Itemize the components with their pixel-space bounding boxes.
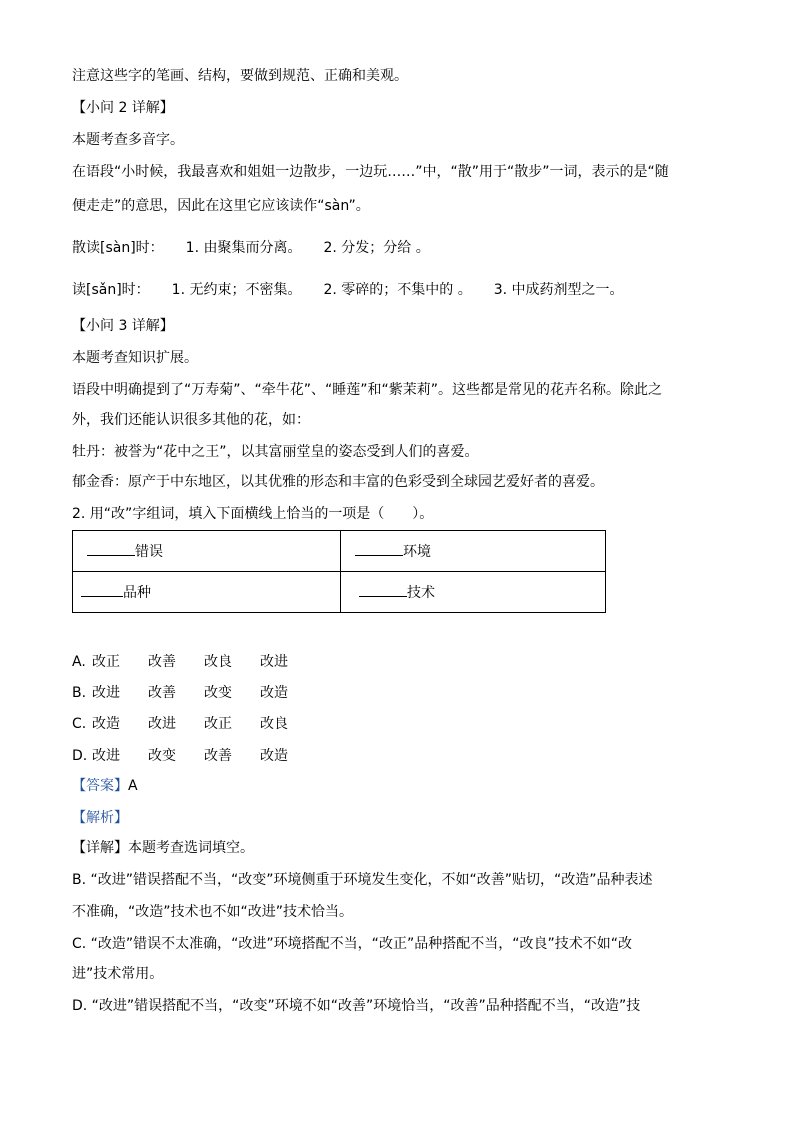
option-b bbox=[72, 683, 288, 703]
cell-text: 技术 bbox=[407, 585, 435, 601]
meaning-item: 2. 零碎的；不集中的 。 bbox=[323, 282, 472, 298]
explanation-line: C. “改造”错误不太准确，“改进”环境搭配不当，“改正”品种搭配不当，“改良”技术不如“改 bbox=[72, 936, 632, 952]
text-line: 注意这些字的笔画、结构，要做到规范、正确和美观。 bbox=[72, 68, 408, 84]
text-line: 语段中明确提到了“万寿菊”、“牵牛花”、“睡莲”和“紫茉莉”。这些都是常见的花卉名称。除此之 bbox=[72, 382, 663, 398]
question-stem: 2. 用“改”字组词，填入下面横线上恰当的一项是（ ）。 bbox=[72, 506, 434, 522]
text-line: 本题考查知识扩展。 bbox=[72, 350, 198, 366]
option-word: 改变 bbox=[204, 685, 232, 701]
analysis-tag: 【解析】 bbox=[72, 810, 128, 826]
option-word: 改进 bbox=[260, 654, 288, 670]
option-word: 改造 bbox=[92, 716, 120, 732]
detail-tag: 【详解】 bbox=[72, 840, 128, 856]
fill-blank-table bbox=[72, 530, 606, 613]
option-word: 改善 bbox=[148, 685, 176, 701]
section-heading: 【小问 2 详解】 bbox=[72, 100, 174, 116]
text-line: 牡丹：被誉为“花中之王”，以其富丽堂皇的姿态受到人们的喜爱。 bbox=[72, 444, 479, 460]
blank-line bbox=[355, 541, 403, 556]
option-d bbox=[72, 746, 288, 766]
option-c bbox=[72, 714, 288, 734]
cell-text: 环境 bbox=[403, 544, 431, 560]
explanation-line: B. “改进”错误搭配不当，“改变”环境侧重于环境发生变化，不如“改善”贴切，“改造”品种表述 bbox=[72, 872, 653, 888]
detail-line bbox=[72, 838, 254, 858]
pronunciation-label: 读[sǎn]时： bbox=[72, 282, 150, 298]
explanation-line: 不准确，“改造”技术也不如“改进”技术恰当。 bbox=[72, 904, 354, 920]
option-word: 改进 bbox=[92, 685, 120, 701]
table-row bbox=[73, 531, 606, 572]
meaning-item: 2. 分发；分给 。 bbox=[323, 240, 430, 256]
option-label: B. bbox=[72, 685, 87, 701]
meaning-item: 3. 中成药剂型之一。 bbox=[493, 282, 624, 298]
blank-line bbox=[81, 582, 123, 597]
answer-value: A bbox=[128, 778, 138, 794]
pronunciation-line bbox=[72, 280, 624, 300]
option-word: 改良 bbox=[260, 716, 288, 732]
option-word: 改进 bbox=[148, 716, 176, 732]
option-label: A. bbox=[72, 654, 86, 670]
option-word: 改善 bbox=[204, 748, 232, 764]
option-a bbox=[72, 652, 288, 672]
meaning-item: 1. 由聚集而分离。 bbox=[185, 240, 302, 256]
option-word: 改正 bbox=[204, 716, 232, 732]
explanation-line: D. “改进”错误搭配不当，“改变”环境不如“改善”环境恰当，“改善”品种搭配不当，“改造”技 bbox=[72, 998, 641, 1014]
table-cell bbox=[341, 572, 606, 613]
cell-text: 品种 bbox=[123, 585, 151, 601]
answer-line bbox=[72, 776, 138, 796]
detail-intro: 本题考查选词填空。 bbox=[128, 840, 254, 856]
option-word: 改造 bbox=[260, 685, 288, 701]
pronunciation-line bbox=[72, 238, 430, 258]
analysis-line bbox=[72, 808, 128, 828]
answer-tag: 【答案】 bbox=[72, 778, 128, 794]
text-line: 郁金香：原产于中东地区，以其优雅的形态和丰富的色彩受到全球园艺爱好者的喜爱。 bbox=[72, 474, 604, 490]
table-row bbox=[73, 572, 606, 613]
option-word: 改变 bbox=[148, 748, 176, 764]
explanation-line: 进”技术常用。 bbox=[72, 966, 164, 982]
table-cell bbox=[73, 572, 341, 613]
blank-line bbox=[87, 541, 135, 556]
table-cell bbox=[341, 531, 606, 572]
option-label: C. bbox=[72, 716, 87, 732]
option-word: 改良 bbox=[204, 654, 232, 670]
blank-line bbox=[359, 582, 407, 597]
option-word: 改善 bbox=[148, 654, 176, 670]
table-cell bbox=[73, 531, 341, 572]
text-line: 外，我们还能认识很多其他的花，如： bbox=[72, 412, 310, 428]
option-word: 改造 bbox=[260, 748, 288, 764]
cell-text: 错误 bbox=[135, 544, 163, 560]
option-label: D. bbox=[72, 748, 88, 764]
text-line: 在语段“小时候，我最喜欢和姐姐一边散步，一边玩……”中，“散”用于“散步”一词，表示的是“随 bbox=[72, 164, 669, 180]
text-line: 便走走”的意思，因此在这里它应该读作“sàn”。 bbox=[72, 198, 370, 214]
text-line: 本题考查多音字。 bbox=[72, 132, 184, 148]
pronunciation-label: 散读[sàn]时： bbox=[72, 240, 164, 256]
option-word: 改正 bbox=[92, 654, 120, 670]
meaning-item: 1. 无约束；不密集。 bbox=[171, 282, 302, 298]
section-heading: 【小问 3 详解】 bbox=[72, 318, 174, 334]
option-word: 改进 bbox=[92, 748, 120, 764]
